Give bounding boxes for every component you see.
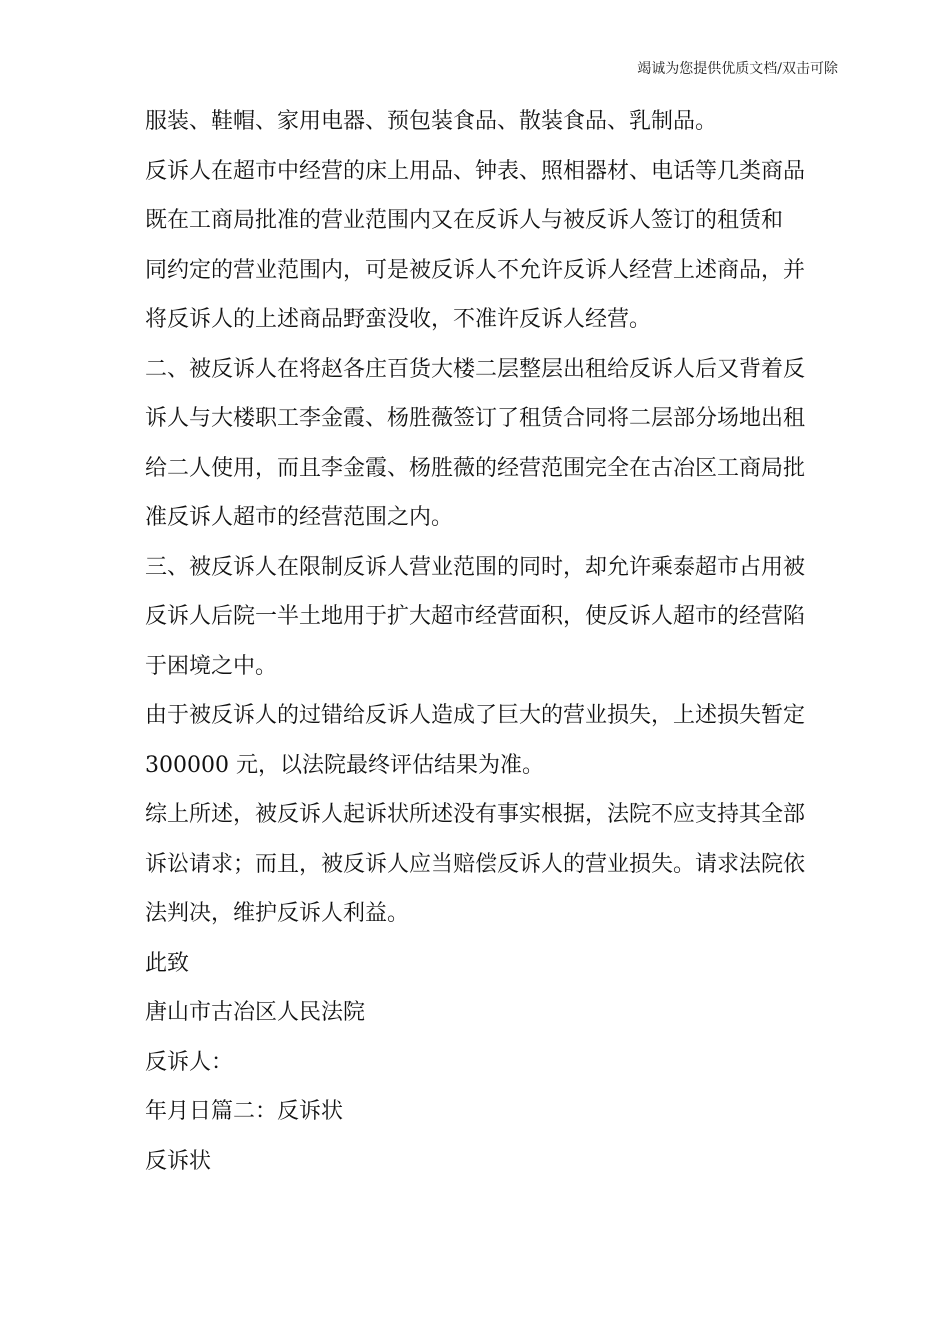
header-note: 竭诚为您提供优质文档/双击可除 xyxy=(637,61,838,77)
document-body xyxy=(145,97,825,1186)
court-name: 唐山市古冶区人民法院 xyxy=(145,1000,366,1025)
text-line: 将反诉人的上述商品野蛮没收，不准许反诉人经营。 xyxy=(145,307,652,332)
text-line: 反诉人在超市中经营的床上用品、钟表、照相器材、电话等几类商品 xyxy=(145,158,806,184)
text-line: 二、被反诉人在将赵各庄百货大楼二层整层出租给反诉人后又背着反 xyxy=(145,356,806,382)
text-line: 诉人与大楼职工李金霞、杨胜薇签订了租赁合同将二层部分场地出租 xyxy=(145,406,806,431)
date-and-section: 年月日篇二：反诉状 xyxy=(145,1099,344,1124)
section-title: 反诉状 xyxy=(145,1148,212,1174)
text-line: 300000 元，以法院最终评估结果为准。 xyxy=(145,752,544,778)
text-line: 给二人使用，而且李金霞、杨胜薇的经营范围完全在古冶区工商局批 xyxy=(145,455,806,481)
salutation: 此致 xyxy=(145,950,190,976)
text-line: 诉讼请求；而且，被反诉人应当赔偿反诉人的营业损失。请求法院依 xyxy=(145,851,806,877)
text-line: 反诉人后院一半土地用于扩大超市经营面积，使反诉人超市的经营陷 xyxy=(145,604,806,629)
text-line: 于困境之中。 xyxy=(145,653,278,679)
text-line: 既在工商局批准的营业范围内又在反诉人与被反诉人签订的租赁和 xyxy=(145,208,784,233)
text-line: 综上所述，被反诉人起诉状所述没有事实根据，法院不应支持其全部 xyxy=(145,802,806,827)
text-line: 服装、鞋帽、家用电器、预包装食品、散装食品、乳制品。 xyxy=(145,109,718,134)
text-line: 由于被反诉人的过错给反诉人造成了巨大的营业损失，上述损失暂定 xyxy=(145,703,806,728)
counter-plaintiff-label: 反诉人： xyxy=(145,1049,234,1075)
text-line: 准反诉人超市的经营范围之内。 xyxy=(145,505,454,530)
text-line: 三、被反诉人在限制反诉人营业范围的同时，却允许乘泰超市占用被 xyxy=(145,554,806,580)
text-line: 法判决，维护反诉人利益。 xyxy=(145,901,410,926)
text-line: 同约定的营业范围内，可是被反诉人不允许反诉人经营上述商品，并 xyxy=(145,257,806,283)
